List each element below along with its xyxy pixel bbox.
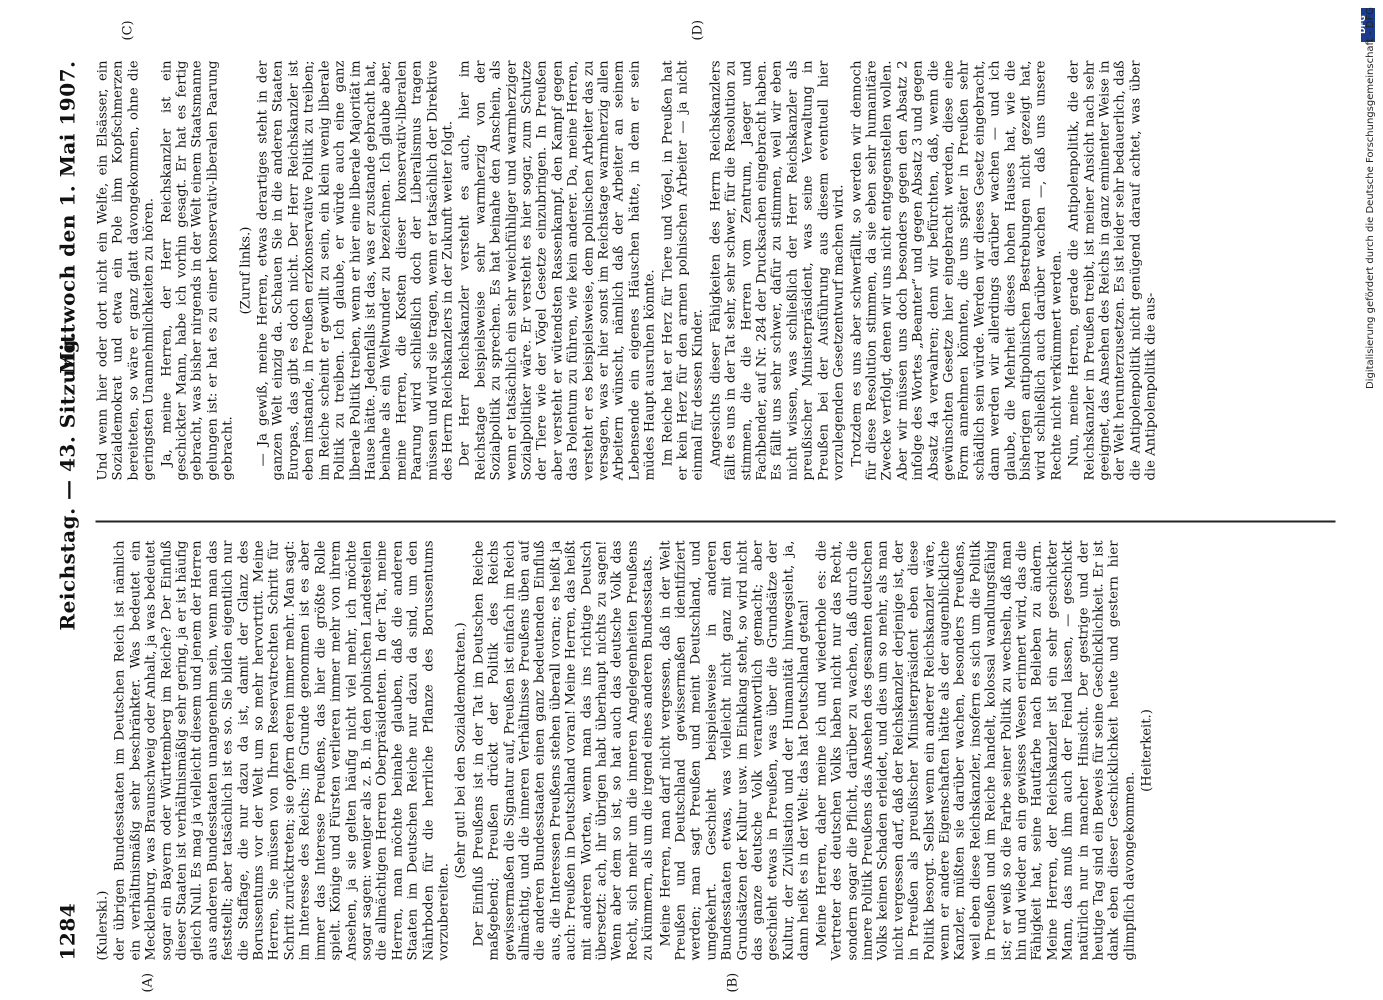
paragraph: Meine Herren, daher meine ich und wiederhole es: die Vertreter des deutschen Volks haben nicht nur das Recht, sondern sogar die Pflicht, darüber zu wachen, daß durch die innere Politik Preußens das Ansehen des gesamten deutschen Volks keinen Schaden erleidet, und dies um so mehr, als man nicht vergessen darf, daß der Reichskanzler derjenige ist, der in Preußen als preußischer Ministerpräsident eben diese Politik besorgt. Selbst wenn ein anderer Reichskanzler wäre, wenn er andere Eigenschaften hätte als der augenblickliche Kanzler, müßten sie darüber wachen, besonders Preußens, weil eben diese Reichskanzler, insofern es sich um die Politik in Preußen und im Reiche handelt, kolossal wandlungsfähig ist; er weiß so die Farbe seiner Politik zu wechseln, daß man hin und wieder an ein gewisses Wesen erinnert wird, das die Fähigkeit hat, seine Hautfarbe nach Belieben zu ändern. Meine Herren, der Reichskanzler ist ein sehr geschickter Mann, das muß ihm auch der Feind lassen, — geschickt natürlich nur in mancher Hinsicht. Der gestrige und der heutige Tag sind ein Beweis für seine Geschicklichkeit. Er ist dank eben dieser Geschicklichkeit heute und gestern hier glimpflich davongekommen. bbox=[813, 540, 1137, 960]
margin-mark-d: (D) bbox=[690, 19, 705, 40]
paragraph: Und wenn hier oder dort nicht ein Welfe, ein Elsässer, ein Sozialdemokrat und etwa ein Pole ihm Kopfschmerzen bereiteten, so wäre er ganz glatt davongekommen, ohne die geringsten Unannehmlichkeiten zu hören. bbox=[95, 60, 157, 480]
paragraph: der übrigen Bundesstaaten im Deutschen Reich ist nämlich ein verhältnismäßig sehr beschränkter. Was bedeutet ein Mecklenburg, was Braunschweig oder Anhalt, ja was bedeutet sogar ein Bayern oder Württemberg im Reiche? Der Einfluß dieser Staaten ist verhältnismäßig sehr gering, ja er ist häufig gleich Null. Es mag ja vielleicht diesem und jenem der Herren aus anderen Bundesstaaten unangenehm sein, wenn man das feststellt; aber tatsächlich ist es so. Sie bilden eigentlich nur die Staffage, die nur dazu da ist, damit der Glanz des Borussentums vor der Welt um so mehr hervortritt. Meine Herren, Sie müssen von Ihren Reservatrechten Schritt für Schritt zurücktreten; sie opfern deren immer mehr. Man sagt: im Interesse des Reichs; im Grunde genommen ist es aber immer das Interesse Preußens, das hier die größte Rolle spielt. Könige und Fürsten verlieren immer mehr von ihrem Ansehen, ja sie gelten häufig nicht viel mehr, ich möchte sogar sagen: weniger als z. B. in den polnischen Landesteilen die allmächtigen Herren Oberpräsidenten. In der Tat, meine Herren, man möchte beinahe glauben, daß die anderen Staaten im Deutschen Reiche nur dazu da sind, um den Nährboden für die herrliche Pflanze des Borussentums vorzubereiten. bbox=[112, 540, 451, 960]
paragraph: Im Reiche hat er Herz für Tiere und Vögel, in Preußen hat er kein Herz für den armen polnischen Arbeiter — ja nicht einmal für dessen Kinder. bbox=[659, 60, 706, 480]
paragraph: — Ja gewiß, meine Herren, etwas derartiges steht in der ganzen Welt einzig da. Schauen Sie in die anderen Staaten Europas, das gibt es doch nicht. Der Herr Reichskanzler ist eben imstande, in Preußen erzkonservative Politik zu treiben; im Reiche scheint er gewillt zu sein, ein klein wenig liberale Politik zu treiben. Ich glaube, er würde auch eine ganz liberale Politik treiben, wenn er hier eine liberale Majorität im Hause hätte. Jedenfalls ist das, was er zustande gebracht hat, beinahe als ein Weltwunder zu bezeichnen. Ich glaube aber, meine Herren, die Kosten dieser konservativ-liberalen Paarung wird schließlich doch der Liberalismus tragen müssen und wird sie tragen, wenn er tatsächlich der Direktive des Herrn Reichskanzlers in der Zukunft weiter folgt. bbox=[255, 60, 455, 480]
interjection: (Heiterkeit.) bbox=[1139, 708, 1155, 792]
paragraph: Nun, meine Herren, gerade die Antipolenpolitik, die der Reichskanzler in Preußen treibt, ist meiner Ansicht nach sehr geeignet, das Ansehen des Reichs in ganz eminenter Weise in der Welt herunterzusetzen. Es ist leider sehr bedauerlich, daß die Antipolenpolitik nicht genügend darauf achtet, was über die Antipolenpolitik die aus- bbox=[1066, 60, 1159, 480]
paragraph: Meine Herren, man darf nicht vergessen, daß in der Welt Preußen und Deutschland gewissermaßen identifiziert werden; man sagt Preußen und meint Deutschland, und umgekehrt. Geschieht beispielsweise in anderen Bundesstaaten etwas, was vielleicht nicht ganz mit den Grundsätzen der Kultur usw. im Einklang steht, so wird nicht das ganze deutsche Volk verantwortlich gemacht; aber geschieht etwas in Preußen, was über die Grundsätze der Kultur, der Zivilisation und der Humanität hinwegsieht, ja, dann heißt es in der Welt: das hat Deutschland getan! bbox=[657, 540, 812, 960]
digitization-credit bbox=[1352, 0, 1383, 1000]
paragraph: Der Herr Reichskanzler versteht es auch, hier im Reichstage beispielsweise sehr warmherzig von der Sozialpolitik zu sprechen. Es hat beinahe den Anschein, als wenn er tatsächlich ein sehr weichfühliger und warmherziger Sozialpolitiker wäre. Er versteht es hier sogar, zum Schutze der Tiere wie der Vögel Gesetze einzubringen. In Preußen aber versteht er wütendsten Rassenkampf, den Kampf gegen das Polentum zu führen, wie kein anderer. Da, meine Herren, versteht er es beispielsweise, dem polnischen Arbeiter das zu versagen, was er hier sonst im Reichstage warmherzig allen Arbeitern wünscht, nämlich daß der Arbeiter an seinem Lebensende ein eigenes Häuschen hätte, in dem er sein müdes Haupt ausruhen könnte. bbox=[457, 60, 658, 480]
right-text-column bbox=[95, 60, 1335, 480]
page-number: 1284 bbox=[55, 902, 79, 960]
paragraph: Trotzdem es uns aber schwerfällt, so werden wir dennoch für diese Resolution stimmen, da sie eben sehr humanitäre Zwecke verfolgt, denen wir uns nicht entgegenstellen wollen. Aber wir müssen uns doch besonders gegen den Absatz 2 infolge des Wortes „Beamter“ und gegen Absatz 3 und gegen Absatz 4a verwahren; denn wir befürchten, daß, wenn die gewünschten Gesetze hier eingebracht werden, diese eine Form annehmen könnten, die uns später in Preußen sehr schädlich sein würde. Werden wir dieses Gesetz eingebracht, dann werden wir allerdings darüber wachen — und ich glaube, die Mehrheit dieses hohen Hauses hat, wie die bisherigen antipolnischen Bestrebungen nicht gezeigt hat, wird schließlich auch darüber wachen —, daß uns unsere Rechte nicht verkümmert werden. bbox=[848, 60, 1064, 480]
column-divider bbox=[95, 520, 1335, 522]
footer-credit-text: Digitalisierung gefördert durch die Deutsche Forschungsgemeinschaft - DFG bbox=[1365, 7, 1376, 390]
page-title: Reichstag. — 43. Sitzung. bbox=[55, 331, 79, 630]
margin-mark-c: (C) bbox=[120, 19, 135, 40]
page-header bbox=[55, 60, 85, 960]
dfg-logo: DFG bbox=[1361, 8, 1375, 42]
paragraph: Der Einfluß Preußens ist in der Tat im Deutschen Reiche maßgebend; Preußen drückt der Politik des Reichs gewissermaßen die Signatur auf, Preußen ist einfach im Reich allmächtig, und die inneren Verhältnisse Preußens üben auf die anderen Bundesstaaten einen ganz bedeutenden Einfluß aus, die Interessen Preußens stehen überall voran; es heißt ja auch: Preußen in Deutschland voran! Meine Herren, das heißt mit anderen Worten, wenn man das ins richtige Deutsch übersetzt: ach, ihr übrigen habt überhaupt nichts zu sagen! Wenn aber dem so ist, so hat auch das deutsche Volk das Recht, sich mehr um die inneren Angelegenheiten Preußens zu kümmern, als um die irgend eines anderen Bundesstaats. bbox=[470, 540, 656, 960]
interjection: (Sehr gut! bei den Sozialdemokraten.) bbox=[453, 621, 469, 879]
page-date: Mittwoch den 1. Mai 1907. bbox=[55, 60, 79, 374]
paragraph: (Kulerski.) bbox=[95, 890, 110, 960]
margin-mark-a: (A) bbox=[140, 972, 155, 992]
paragraph: Angesichts dieser Fähigkeiten des Herrn Reichskanzlers fällt es uns in der Tat sehr, sehr schwer, für die Resolution zu stimmen, die die Herren vom Zentrum, Jaeger und Fachbender, auf Nr. 284 der Drucksachen eingebracht haben. Es fällt uns sehr schwer, dafür zu stimmen, weil wir eben nicht wissen, was schließlich der Herr Reichskanzler als preußischer Ministerpräsident, was seine Verwaltung in Preußen bei der Ausführung aus diesem eventuell hier vorzulegenden Gesetzentwurf machen wird. bbox=[707, 60, 847, 480]
margin-mark-b: (B) bbox=[725, 972, 740, 992]
interjection: (Zuruf links.) bbox=[237, 226, 253, 314]
left-text-column bbox=[95, 540, 1335, 960]
paragraph: Ja, meine Herren, der Herr Reichskanzler ist ein geschickter Mann, habe ich vorhin gesagt. Er hat es fertig gebracht, was bisher nirgends in der Welt einem Staatsmanne gelungen ist: er hat es zu einer konservativ-liberalen Paarung gebracht. bbox=[158, 60, 236, 480]
